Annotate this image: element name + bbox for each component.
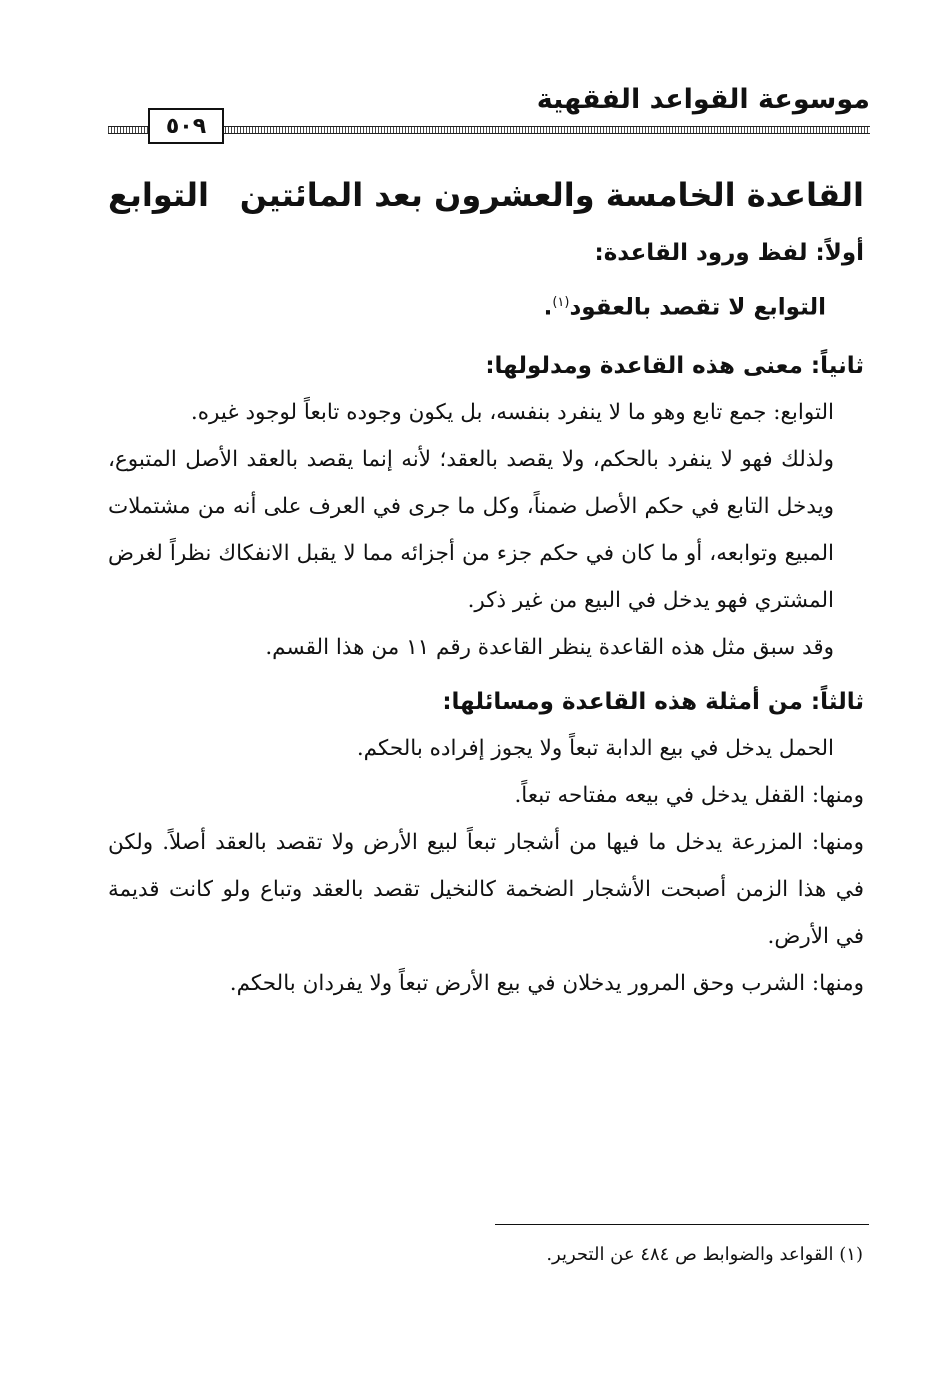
section-heading-second: ثانياً: معنى هذه القاعدة ومدلولها: bbox=[485, 352, 864, 379]
section-heading-first: أولاً: لفظ ورود القاعدة: bbox=[594, 240, 864, 266]
rule-title: القاعدة الخامسة والعشرون بعد المائتين bbox=[239, 176, 864, 214]
rule-title-row bbox=[108, 168, 864, 222]
footnote-rule bbox=[495, 1224, 869, 1225]
example-paragraph: ومنها: المزرعة يدخل ما فيها من أشجار تبعاً لبيع الأرض ولا تقصد بالعقد أصلاً. ولكن في هذا الزمن أصبحت الأشجار الضخمة كالنخيل تقصد بالعقد وتباع ولو كانت قديمة في الأرض. bbox=[108, 829, 864, 949]
page-number: ٥٠٩ bbox=[148, 108, 224, 144]
page-body bbox=[108, 168, 864, 1007]
example-paragraph: ومنها: القفل يدخل في بيعه مفتاحه تبعاً. bbox=[514, 782, 864, 808]
example-paragraph: ومنها: الشرب وحق المرور يدخلان في بيع الأرض تبعاً ولا يفردان بالحكم. bbox=[229, 970, 864, 996]
page-header bbox=[108, 82, 870, 144]
footnote-ref: (١) bbox=[552, 295, 570, 310]
book-title: موسوعة القواعد الفقهية bbox=[536, 84, 870, 115]
section-heading-third: ثالثاً: من أمثلة هذه القاعدة ومسائلها: bbox=[442, 688, 864, 715]
meaning-paragraph: وقد سبق مثل هذه القاعدة ينظر القاعدة رقم ١١ من هذا القسم. bbox=[265, 634, 834, 660]
example-paragraph: الحمل يدخل في بيع الدابة تبعاً ولا يجوز إفراده بالحكم. bbox=[356, 735, 834, 761]
meaning-paragraph: التوابع: جمع تابع وهو ما لا ينفرد بنفسه، بل يكون وجوده تابعاً لوجود غيره. bbox=[190, 399, 834, 425]
meaning-paragraph: ولذلك فهو لا ينفرد بالحكم، ولا يقصد بالعقد؛ لأنه إنما يقصد بالعقد الأصل المتبوع، ويدخل التابع في حكم الأصل ضمناً، وكل ما جرى في العرف على أنه من مشتملات المبيع وتوابعه، أو ما كان في حكم جزء من أجزائه مما لا يقبل الانفكاك نظراً لغرض المشتري فهو يدخل في البيع من غير ذكر. bbox=[108, 446, 834, 613]
rule-topic: التوابع bbox=[108, 176, 209, 214]
footnote: (١) القواعد والضوابط ص ٤٨٤ عن التحرير. bbox=[546, 1244, 863, 1265]
rule-statement-text: التوابع لا تقصد بالعقود bbox=[569, 294, 826, 321]
rule-statement bbox=[108, 276, 864, 335]
rule-statement-end: . bbox=[543, 294, 553, 321]
